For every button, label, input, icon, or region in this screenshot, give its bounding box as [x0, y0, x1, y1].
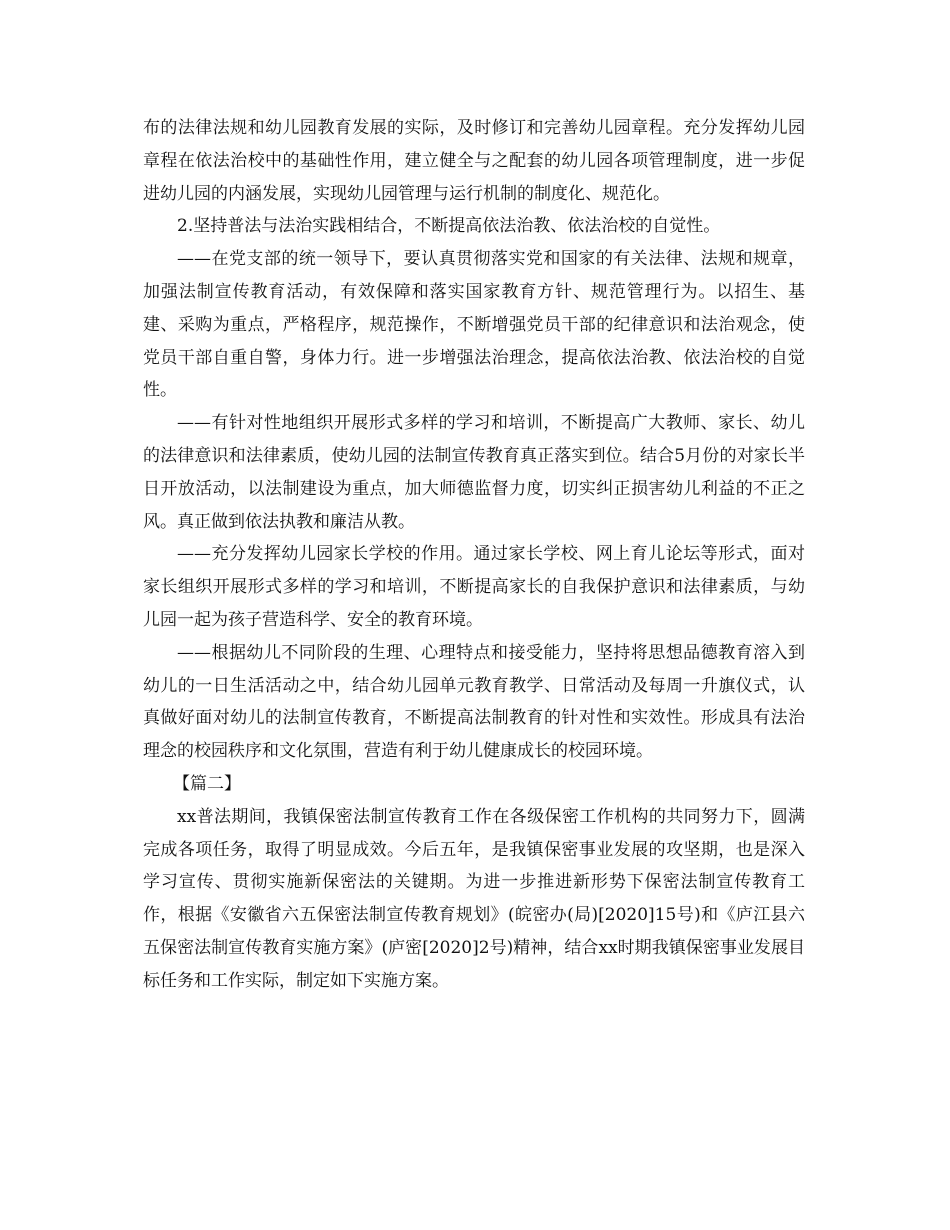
document-page	[143, 112, 805, 998]
body-paragraph: 2.坚持普法与法治实践相结合，不断提高依法治教、依法治校的自觉性。	[177, 216, 721, 237]
section-heading: 【篇二】	[173, 773, 241, 794]
body-paragraph: xx普法期间，我镇保密法制宣传教育工作在各级保密工作机构的共同努力下，圆满完成各项任务，取得了明显成效。今后五年，是我镇保密事业发展的攻坚期，也是深入学习宣传、贯彻实施新保密法的关键期。为进一步推进新形势下保密法制宣传教育工作，根据《安徽省六五保密法制宣传教育规划》(皖密办(局)[2020]15号)和《庐江县六五保密法制宣传教育实施方案》(庐密[2020]2号)精神，结合xx时期我镇保密事业发展目标任务和工作实际，制定如下实施方案。	[143, 806, 805, 991]
body-paragraph: ——根据幼儿不同阶段的生理、心理特点和接受能力，坚持将思想品德教育溶入到幼儿的一日生活活动之中，结合幼儿园单元教育教学、日常活动及每周一升旗仪式，认真做好面对幼儿的法制宣传教育，不断提高法制教育的针对性和实效性。形成具有法治理念的校园秩序和文化氛围，营造有利于幼儿健康成长的校园环境。	[143, 642, 805, 762]
body-paragraph: ——充分发挥幼儿园家长学校的作用。通过家长学校、网上育儿论坛等形式，面对家长组织开展形式多样的学习和培训，不断提高家长的自我保护意识和法律素质，与幼儿园一起为孩子营造科学、安全的教育环境。	[143, 544, 805, 630]
body-paragraph: 布的法律法规和幼儿园教育发展的实际，及时修订和完善幼儿园章程。充分发挥幼儿园章程在依法治校中的基础性作用，建立健全与之配套的幼儿园各项管理制度，进一步促进幼儿园的内涵发展，实现幼儿园管理与运行机制的制度化、规范化。	[143, 118, 805, 204]
body-paragraph: ——在党支部的统一领导下，要认真贯彻落实党和国家的有关法律、法规和规章，加强法制宣传教育活动，有效保障和落实国家教育方针、规范管理行为。以招生、基建、采购为重点，严格程序，规范操作，不断增强党员干部的纪律意识和法治观念，使党员干部自重自警，身体力行。进一步增强法治理念，提高依法治教、依法治校的自觉性。	[143, 249, 805, 401]
body-paragraph: ——有针对性地组织开展形式多样的学习和培训，不断提高广大教师、家长、幼儿的法律意识和法律素质，使幼儿园的法制宣传教育真正落实到位。结合5月份的对家长半日开放活动，以法制建设为重点，加大师德监督力度，切实纠正损害幼儿利益的不正之风。真正做到依法执教和廉洁从教。	[143, 413, 805, 532]
